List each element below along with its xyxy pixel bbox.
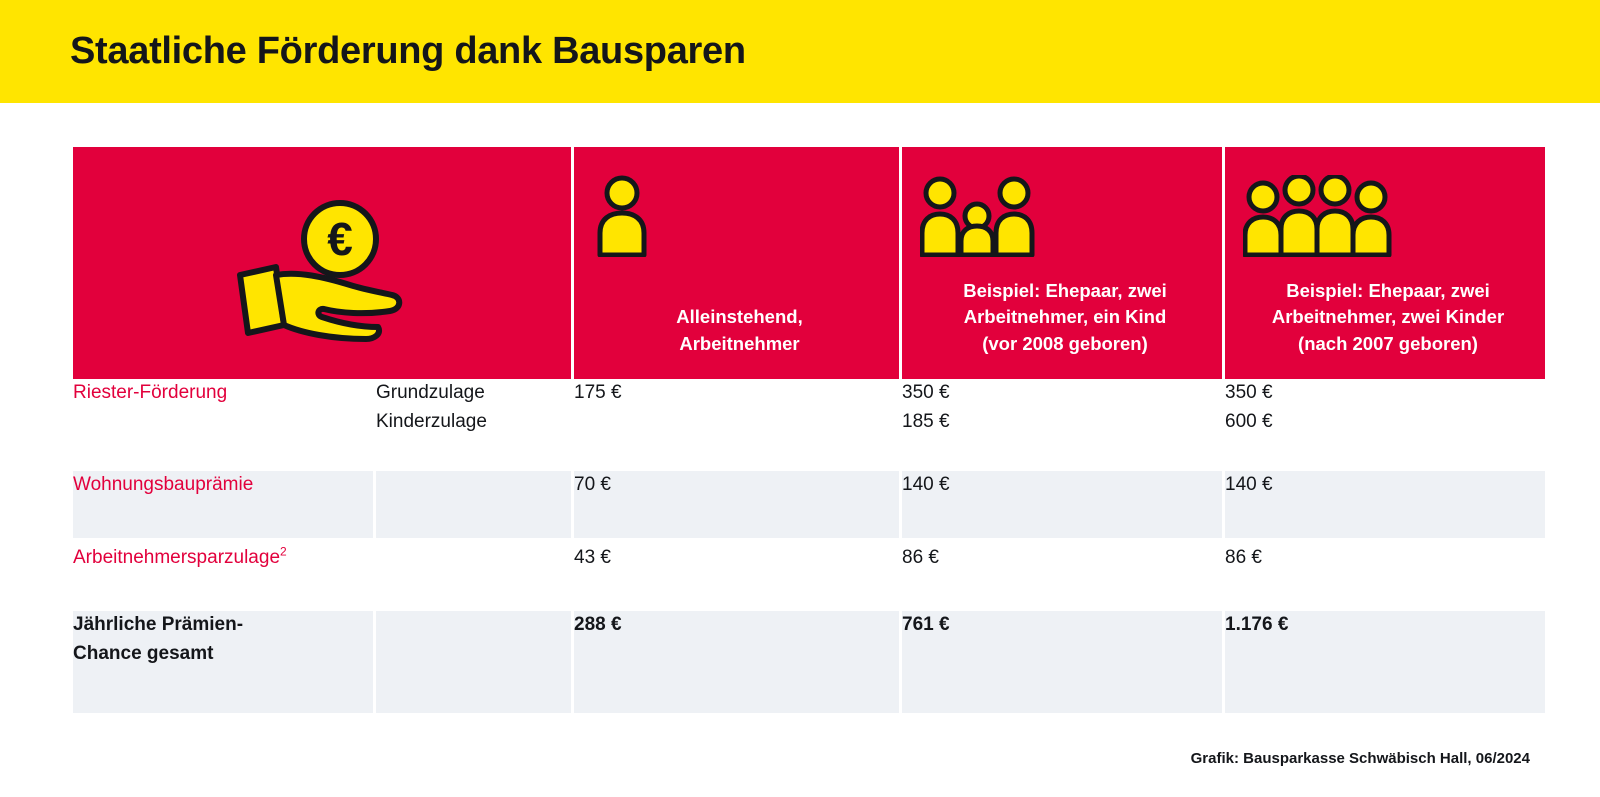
- row-value-total-single: 288 €: [574, 611, 899, 713]
- row-value-riester-two-children: [1225, 379, 1545, 465]
- row-sub-total: [376, 611, 571, 713]
- row-value-riester-two-children-grund: 350 €: [1225, 382, 1273, 403]
- row-label-wohnungsbaupraemie: Wohnungsbauprämie: [73, 471, 373, 538]
- row-sub-riester-line1: Grundzulage: [376, 382, 485, 403]
- funding-table: [70, 147, 1548, 713]
- row-label-riester: Riester-Förderung: [73, 379, 373, 465]
- row-value-arbeitnehmersparzulage-one-child: 86 €: [902, 544, 1222, 605]
- row-sub-wohnungsbaupraemie: [376, 471, 571, 538]
- row-value-riester-one-child: [902, 379, 1222, 465]
- row-value-arbeitnehmersparzulage-single: 43 €: [574, 544, 899, 605]
- header-label-two-children-line3: (nach 2007 geboren): [1298, 332, 1478, 354]
- table-row: [73, 379, 1545, 465]
- header-label-single-line2: Arbeitnehmer: [679, 332, 800, 354]
- table-container: [0, 103, 1600, 713]
- row-sub-riester: [376, 379, 571, 465]
- single-person-icon: [592, 175, 652, 262]
- hand-with-euro-coin-icon: [73, 197, 571, 347]
- header-label-two-children-line1: Beispiel: Ehepaar, zwei: [1286, 280, 1490, 302]
- header-label-two-children-line2: Arbeitnehmer, zwei Kinder: [1271, 306, 1505, 328]
- source-credit: Grafik: Bausparkasse Schwäbisch Hall, 06/2024: [1190, 750, 1530, 767]
- header-cell-couple-two-children: [1225, 147, 1545, 379]
- row-value-wohnungsbaupraemie-one-child: 140 €: [902, 471, 1222, 538]
- header-label-single: [592, 304, 887, 357]
- row-label-arbeitnehmersparzulage-text: Arbeitnehmersparzulage: [73, 547, 281, 568]
- header-label-one-child-line1: Beispiel: Ehepaar, zwei: [963, 280, 1167, 302]
- row-value-riester-single: [574, 379, 899, 465]
- table-row-total: [73, 611, 1545, 713]
- header-cell-icon: [73, 147, 571, 379]
- row-value-arbeitnehmersparzulage-two-children: 86 €: [1225, 544, 1545, 605]
- footnote-marker: 2: [280, 544, 287, 559]
- row-value-total-one-child: 761 €: [902, 611, 1222, 713]
- row-label-total: [73, 611, 373, 713]
- table-row: [73, 544, 1545, 605]
- row-value-wohnungsbaupraemie-two-children: 140 €: [1225, 471, 1545, 538]
- table-header-row: [73, 147, 1545, 379]
- header-label-one-child-line3: (vor 2008 geboren): [982, 332, 1148, 354]
- row-label-total-line2: Chance gesamt: [73, 642, 214, 664]
- row-value-total-two-children: 1.176 €: [1225, 611, 1545, 713]
- header-cell-single: [574, 147, 899, 379]
- table-row: [73, 471, 1545, 538]
- header-label-couple-one-child: [920, 278, 1210, 357]
- header-cell-couple-one-child: [902, 147, 1222, 379]
- row-label-arbeitnehmersparzulage: [73, 544, 373, 605]
- header-banner: [0, 0, 1600, 103]
- family-three-persons-icon: [920, 175, 1038, 262]
- header-label-one-child-line2: Arbeitnehmer, ein Kind: [963, 306, 1167, 328]
- row-sub-riester-line2: Kinderzulage: [376, 410, 487, 432]
- row-label-total-line1: Jährliche Prämien-: [73, 614, 244, 635]
- header-label-couple-two-children: [1243, 278, 1533, 357]
- row-value-riester-one-child-grund: 350 €: [902, 382, 950, 403]
- svg-text:€: €: [327, 213, 353, 265]
- row-value-riester-single-grund: 175 €: [574, 382, 622, 403]
- page-title: Staatliche Förderung dank Bausparen: [70, 29, 746, 72]
- row-value-riester-two-children-kinder: 600 €: [1225, 410, 1273, 432]
- family-four-persons-icon: [1243, 175, 1393, 262]
- row-value-wohnungsbaupraemie-single: 70 €: [574, 471, 899, 538]
- header-label-single-line1: Alleinstehend,: [676, 306, 803, 328]
- row-sub-arbeitnehmersparzulage: [376, 544, 571, 605]
- row-value-riester-one-child-kinder: 185 €: [902, 410, 950, 432]
